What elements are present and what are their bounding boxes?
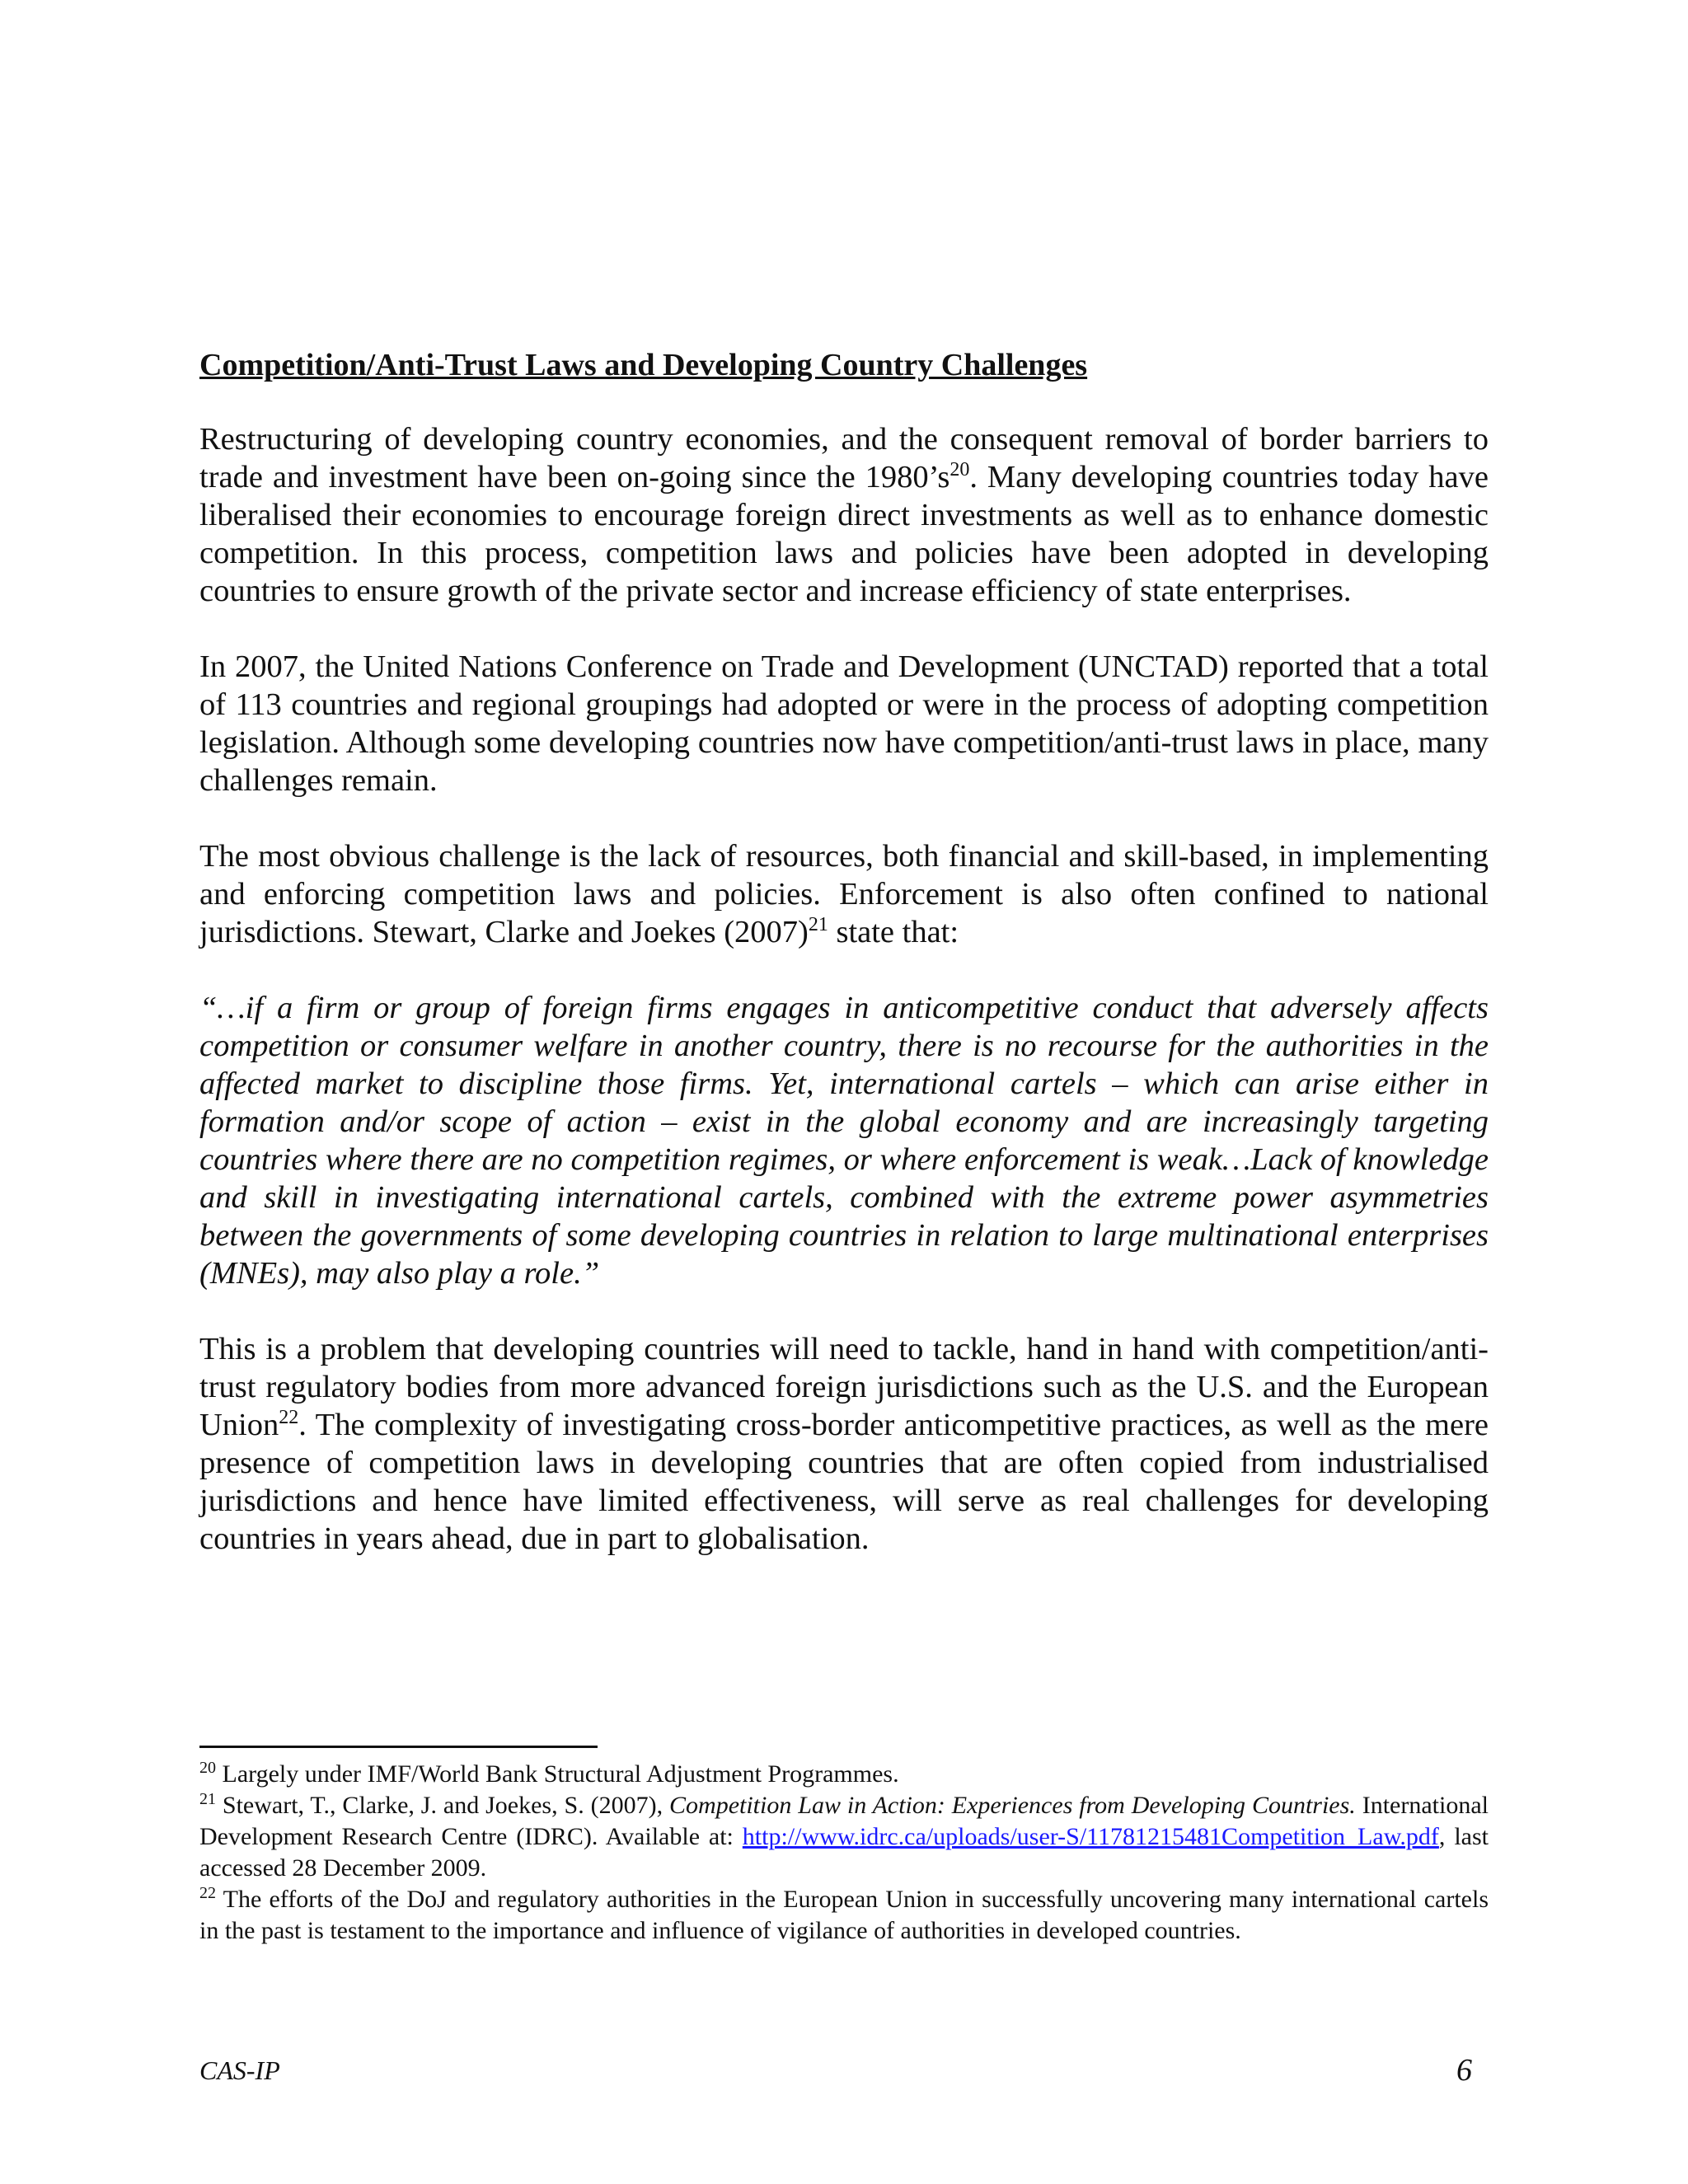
footnote-22 [199, 1884, 1489, 1947]
footnote-ref-20[interactable]: 20 [950, 459, 970, 481]
footnote-book-title: Competition Law in Action: Experiences from Developing Countries. [669, 1792, 1356, 1819]
paragraph-text: Restructuring of developing country economies, and the consequent removal of border barriers to trade and investment have been on-going since the 1980’s [199, 422, 1489, 494]
paragraph-challenges [199, 837, 1489, 951]
footnote-20 [199, 1759, 1489, 1790]
paragraph-text: This is a problem that developing countries will need to tackle, hand in hand with competition/anti-trust regulatory bodies from more advanced foreign jurisdictions such as the U.S. and the European Union [199, 1332, 1489, 1442]
footnote-text: The efforts of the DoJ and regulatory authorities in the European Union in successfully uncovering many international cartels in the past is testament to the importance and influence of vigilance of authorities in developed countries. [199, 1886, 1489, 1944]
footnote-number: 22 [199, 1884, 216, 1902]
paragraph-restructuring [199, 420, 1489, 610]
paragraph-problem [199, 1330, 1489, 1558]
paragraph-text: . The complexity of investigating cross-border anticompetitive practices, as well as the mere presence of competition laws in developing countries that are often copied from industrialised jurisdictions and hence have limited effectiveness, will serve as real challenges for developing countries in years ahead, due in part to globalisation. [199, 1408, 1489, 1556]
footnote-link[interactable]: http://www.idrc.ca/uploads/user-S/11781215481Competition_Law.pdf [742, 1823, 1439, 1850]
footnote-ref-22[interactable]: 22 [279, 1407, 299, 1429]
footnote-separator [199, 1746, 598, 1748]
footer-label: CAS-IP [199, 2055, 280, 2085]
paragraph-text: The most obvious challenge is the lack of resources, both financial and skill-based, in implementing and enforcing competition laws and policies. Enforcement is also often confined to national jurisdictions. Stewart, Clarke and Joekes (2007) [199, 839, 1489, 949]
paragraph-unctad: In 2007, the United Nations Conference on Trade and Development (UNCTAD) reported that a total of 113 countries and regional groupings had adopted or were in the process of adopting competition legislation. Although some developing countries now have competition/anti-trust laws in place, many challenges remain. [199, 649, 1489, 798]
footnotes-section [199, 1759, 1489, 1947]
footnote-number: 21 [199, 1790, 216, 1808]
paragraph-text: state that: [828, 915, 959, 949]
page-number: 6 [1456, 2053, 1472, 2088]
paragraph-text: . Many developing countries today have liberalised their economies to encourage foreign direct investments as well as to enhance domestic competition. In this process, competition laws and policies have been adopted in developing countries to ensure growth of the private sector and increase efficiency of state enterprises. [199, 460, 1489, 608]
footnote-text: Largely under IMF/World Bank Structural Adjustment Programmes. [216, 1760, 899, 1788]
footnote-21 [199, 1790, 1489, 1884]
body-content [199, 346, 1489, 1596]
footnote-ref-21[interactable]: 21 [808, 914, 828, 936]
footnote-text: International Development Research Centre (IDRC). Available at: [199, 1792, 1489, 1850]
block-quote: “…if a firm or group of foreign firms engages in anticompetitive conduct that adversely affects competition or consumer welfare in another country, there is no recourse for the authorities in the affected market to discipline those firms. Yet, international cartels – which can arise either in formation and/or scope of action – exist in the global economy and are increasingly targeting countries where there are no competition regimes, or where enforcement is weak…Lack of knowledge and skill in investigating international cartels, combined with the extreme power asymmetries between the governments of some developing countries in relation to large multinational enterprises (MNEs), may also play a role.” [199, 991, 1489, 1291]
footnote-text: Stewart, T., Clarke, J. and Joekes, S. (2007), [216, 1792, 670, 1819]
footnote-text: , last accessed 28 December 2009. [199, 1823, 1489, 1882]
footnote-number: 20 [199, 1759, 216, 1777]
section-heading: Competition/Anti-Trust Laws and Developing Country Challenges [199, 348, 1088, 382]
